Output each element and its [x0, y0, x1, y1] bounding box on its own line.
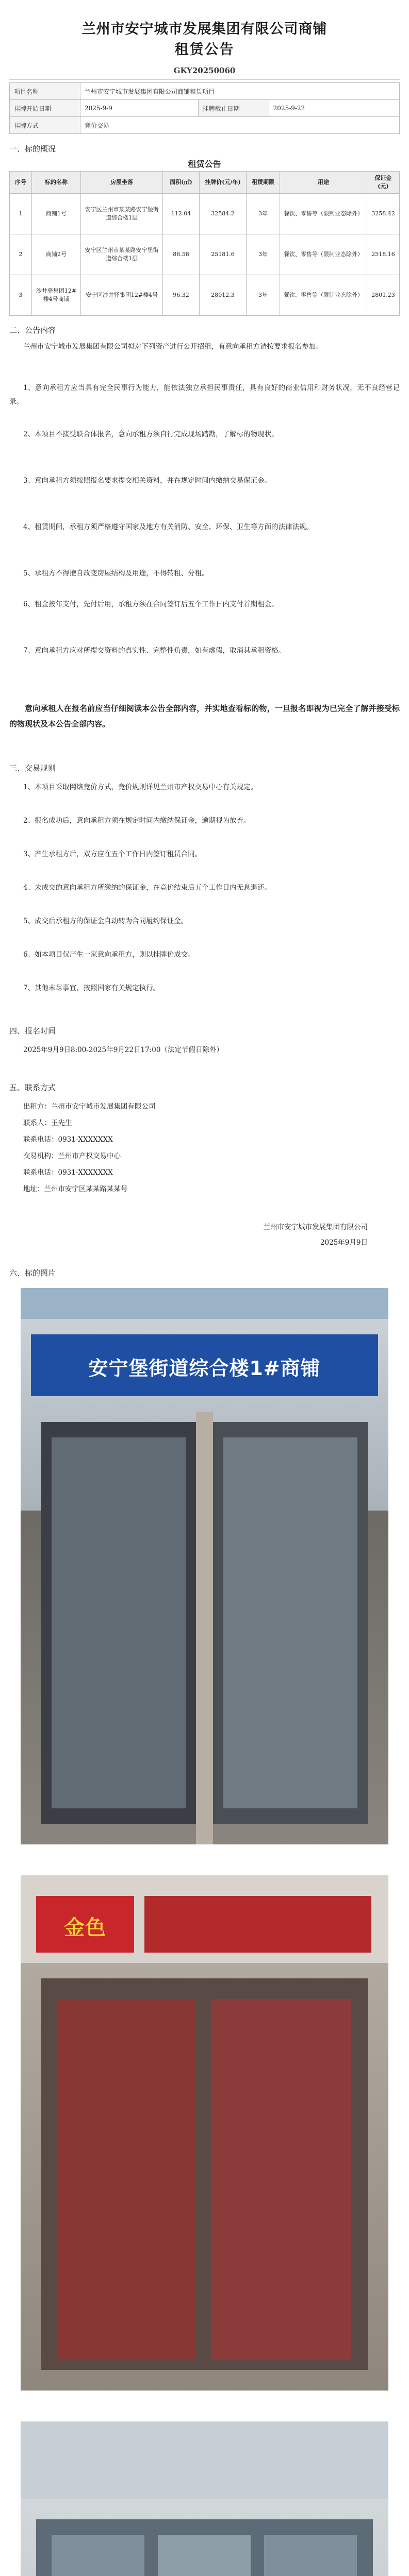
column-header: 房屋坐落 — [81, 172, 163, 194]
store-sign-text: 安宁堡街道综合楼1#商铺 — [88, 1357, 321, 1380]
section-heading: 五、联系方式 — [9, 1083, 56, 1092]
notice-title: 兰州市安宁城市发展集团有限公司商铺 — [81, 21, 328, 37]
store-sign-text: 金色 — [64, 1916, 106, 1940]
issue-date: 2025年9月9日 — [320, 1239, 368, 1247]
rule-item: 3、产生承租方后，双方应在五个工作日内签订租赁合同。 — [23, 850, 202, 858]
table-cell: 112.04 — [163, 194, 200, 234]
contact-line: 联系人：王先生 — [23, 1119, 72, 1127]
section-heading: 六、标的图片 — [9, 1268, 56, 1278]
table-cell: 3258.42 — [367, 194, 400, 234]
table-cell: 3 — [10, 275, 32, 316]
storefront-photo — [21, 1288, 388, 1844]
highlight-paragraph: 意向承租人在报名前应当仔细阅读本公告全部内容，并实地查看标的物，一旦报名即视为已完全了解并接受标的物现状及本公告全部内容。 — [9, 704, 400, 728]
table-cell: 3年 — [247, 194, 280, 234]
info-value: 2025-9-9 — [80, 100, 199, 117]
info-value: 竞价交易 — [80, 117, 400, 134]
column-header: 保证金(元) — [367, 172, 400, 194]
table-cell: 沙井驿集团12#楼4号商铺 — [32, 275, 81, 316]
table-row — [10, 83, 400, 100]
registration-time: 2025年9月9日8:00-2025年9月22日17:00（法定节假日除外） — [23, 1046, 223, 1054]
table-cell: 86.58 — [163, 234, 200, 275]
table-cell: 3年 — [247, 234, 280, 275]
section-heading: 四、报名时间 — [9, 1026, 56, 1036]
contact-line: 联系电话：0931-XXXXXXX — [23, 1136, 113, 1144]
info-key: 挂牌开始日期 — [10, 100, 80, 117]
contact-line: 地址：兰州市安宁区某某路某某号 — [23, 1185, 128, 1193]
body-paragraph: 2、本项目不接受联合体报名，意向承租方须自行完成现场踏勘，了解标的物现状。 — [23, 430, 279, 438]
table-title: 租赁公告 — [188, 159, 221, 169]
rule-item: 1、本项目采取网络竞价方式，竞价规则详见兰州市产权交易中心有关规定。 — [23, 783, 258, 791]
body-paragraph: 4、租赁期间，承租方须严格遵守国家及地方有关消防、安全、环保、卫生等方面的法律法规。 — [23, 523, 314, 531]
contact-line: 出租方：兰州市安宁城市发展集团有限公司 — [23, 1103, 156, 1111]
column-header: 序号 — [10, 172, 32, 194]
table-cell: 25181.6 — [200, 234, 247, 275]
table-cell: 餐饮、零售等（限制业态除外） — [280, 234, 367, 275]
table-cell: 餐饮、零售等（限制业态除外） — [280, 194, 367, 234]
body-paragraph: 7、意向承租方应对所提交资料的真实性、完整性负责，如有虚假，取消其承租资格。 — [23, 647, 286, 655]
info-key: 挂牌方式 — [10, 117, 80, 134]
column-header: 用途 — [280, 172, 367, 194]
rule-item: 7、其他未尽事宜，按照国家有关规定执行。 — [23, 984, 160, 992]
rule-item: 2、报名成功后，意向承租方须在规定时间内缴纳保证金，逾期视为放弃。 — [23, 817, 251, 825]
contact-line: 联系电话：0931-XXXXXXX — [23, 1168, 113, 1177]
info-value: 2025-9-22 — [269, 100, 399, 117]
issuer-name: 兰州市安宁城市发展集团有限公司 — [263, 1223, 368, 1231]
table-cell: 2801.23 — [367, 275, 400, 316]
contact-line: 交易机构：兰州市产权交易中心 — [23, 1152, 121, 1160]
info-key: 项目名称 — [10, 83, 80, 100]
notice-subtitle: 租赁公告 — [174, 42, 235, 58]
info-key: 挂牌截止日期 — [198, 100, 269, 117]
intro-paragraph: 兰州市安宁城市发展集团有限公司拟对下列资产进行公开招租，有意向承租方请按要求报名参加。 — [23, 343, 323, 351]
table-cell: 32584.2 — [200, 194, 247, 234]
storefront-photo — [21, 1875, 388, 2391]
table-row — [10, 100, 400, 117]
table-cell: 1 — [10, 194, 32, 234]
rule-item: 5、成交后承租方的保证金自动转为合同履约保证金。 — [23, 917, 188, 925]
rule-item: 4、未成交的意向承租方所缴纳的保证金，在竞价结束后五个工作日内无息退还。 — [23, 884, 272, 892]
column-header: 面积(㎡) — [163, 172, 200, 194]
storefront-illustration — [21, 1875, 388, 2391]
table-cell: 安宁区沙井驿集团12#楼4号 — [81, 275, 163, 316]
table-row — [10, 194, 400, 234]
table-cell: 安宁区兰州市某某路安宁堡街道综合楼1层 — [81, 234, 163, 275]
table-cell: 2 — [10, 234, 32, 275]
document-number: GKY20250060 — [173, 66, 236, 75]
info-value: 兰州市安宁城市发展集团有限公司商铺租赁项目 — [80, 83, 400, 100]
table-cell: 安宁区兰州市某某路安宁堡街道综合楼1层 — [81, 194, 163, 234]
table-cell: 商铺1号 — [32, 194, 81, 234]
table-cell: 2518.16 — [367, 234, 400, 275]
table-cell: 96.32 — [163, 275, 200, 316]
body-paragraph: 1、意向承租方应当具有完全民事行为能力，能依法独立承担民事责任，具有良好的商业信用和财务状况，无不良经营记录。 — [9, 384, 400, 406]
title-divider — [9, 79, 400, 80]
body-paragraph: 3、意向承租方须按照报名要求提交相关资料，并在规定时间内缴纳交易保证金。 — [23, 477, 272, 485]
table-cell: 商铺2号 — [32, 234, 81, 275]
property-table — [9, 171, 400, 316]
section-heading: 一、标的概况 — [9, 144, 56, 154]
table-cell: 3年 — [247, 275, 280, 316]
section-heading: 二、公告内容 — [9, 326, 56, 335]
table-row — [10, 234, 400, 275]
column-header: 标的名称 — [32, 172, 81, 194]
table-header-row — [10, 172, 400, 194]
column-header: 租赁期限 — [247, 172, 280, 194]
body-paragraph: 6、租金按年支付，先付后用，承租方须在合同签订后五个工作日内支付首期租金。 — [23, 600, 279, 608]
rule-item: 6、如本项目仅产生一家意向承租方，则以挂牌价成交。 — [23, 951, 195, 959]
storefront-illustration — [21, 2421, 388, 2576]
table-cell: 28012.3 — [200, 275, 247, 316]
table-row — [10, 117, 400, 134]
column-header: 挂牌价(元/年) — [200, 172, 247, 194]
table-cell: 餐饮、零售等（限制业态除外） — [280, 275, 367, 316]
section-heading: 三、交易规则 — [9, 764, 56, 773]
table-row — [10, 275, 400, 316]
project-info-table — [9, 82, 400, 134]
body-paragraph: 5、承租方不得擅自改变房屋结构及用途，不得转租、分租。 — [23, 569, 209, 578]
storefront-photo — [21, 2421, 388, 2576]
